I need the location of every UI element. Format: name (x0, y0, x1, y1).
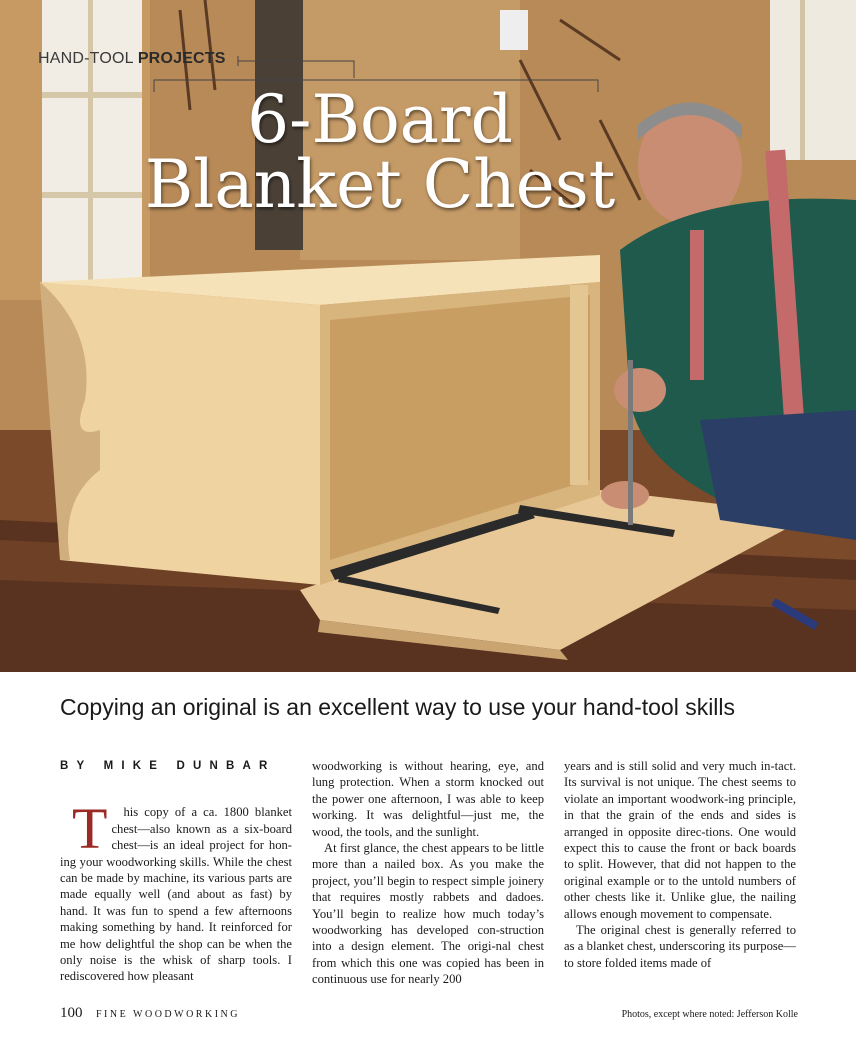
title-line-2: Blanket Chest (144, 145, 616, 223)
paragraph: years and is still solid and very much in-tact. Its survival is not unique. The chest seems to violate an important woodwork-ing principle, in that the grain of the ends and sides is arranged in opposite direc-tions. One would expect this to cause the front or back boards to split. However, that did not happen to the original example or to the untold numbers of other chests like it. Unlike glue, the nailing allows enough movement to compensate. (564, 759, 796, 921)
department-bold: PROJECTS (137, 50, 226, 67)
paragraph: At first glance, the chest appears to be little more than a nailed box. As you make the project, you’ll begin to respect simple joinery that requires mostly rabbets and dadoes. You’ll begin to realize how much today’s woodworking has developed con-struction into a design element. The origi-nal chest from which this one was copied has been in continuous use for nearly 200 (312, 841, 544, 987)
text-column-1 (60, 758, 292, 985)
photo-credit: Photos, except where noted: Jefferson Kolle (621, 1009, 798, 1020)
byline: BY MIKE DUNBAR (60, 760, 276, 772)
paragraph: The original chest is generally referred to as a blanket chest, underscoring its purpose—to store folded items made of (564, 923, 796, 970)
title-line-1: 6-Board (247, 81, 513, 158)
article-title (120, 81, 640, 223)
drop-cap: T (72, 796, 108, 862)
paragraph-text: his copy of a ca. 1800 blanket chest—also known as a six-board chest—is an ideal project for hon-ing your woodworking skills. While the chest can be made by machine, its various parts are made equally well (and about as fast) by hand. It was fun to spend a few afternoons making something by hand. It reinforced for me how delightful the shop can be when the only noise is the whisk of sharp tools. I rediscovered how pleasant (60, 805, 292, 984)
paragraph-intro (60, 796, 292, 984)
text-column-2 (312, 758, 544, 988)
page-number: 100 (60, 1005, 83, 1021)
article-deck: Copying an original is an excellent way to use your hand-tool skills (60, 694, 736, 720)
text-column-3 (564, 758, 796, 971)
paragraph: woodworking is without hearing, eye, and lung protection. When a storm knocked out the power one afternoon, I was able to keep working. It was delightful—just me, the wood, the tools, and the sunlight. (312, 759, 544, 839)
department-light: HAND-TOOL (38, 50, 134, 67)
magazine-name: FINE WOODWORKING (96, 1009, 240, 1020)
